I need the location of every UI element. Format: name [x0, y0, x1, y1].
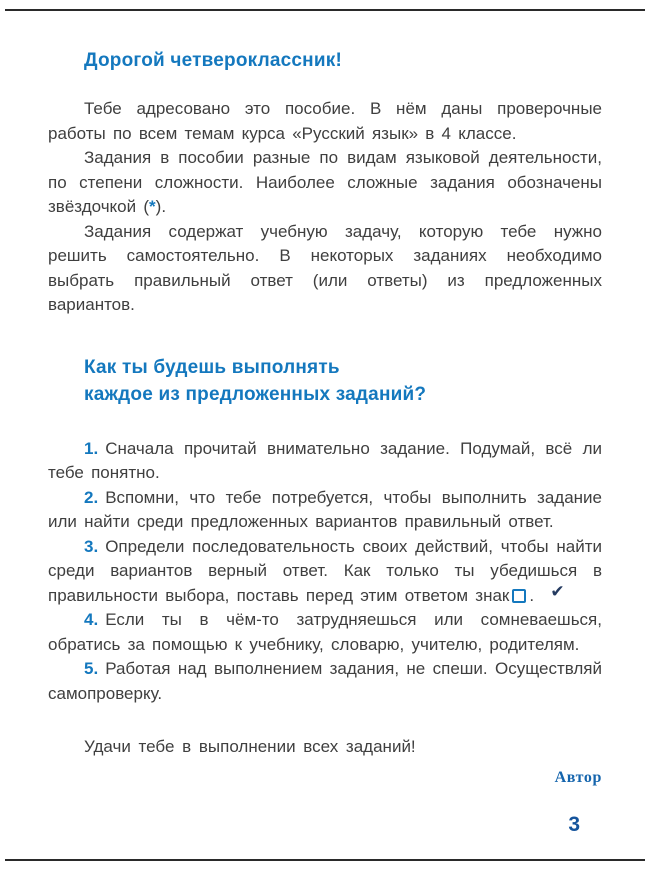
intro-paragraph-3: Задания содержат учебную задачу, которую тебе нужно решить самостоятельно. В некоторых заданиях необходимо выбрать правильный ответ (или ответы) из предложенных вариантов.: [48, 221, 602, 314]
list-item-number: 1.: [84, 438, 99, 458]
list-item-tail: .: [529, 585, 535, 605]
list-item-text: Сначала прочитай внимательно задание. Подумай, всё ли тебе понятно.: [48, 438, 602, 482]
list-item: [48, 535, 602, 609]
bottom-rule: [5, 859, 645, 861]
greeting-heading: Дорогой четвероклассник!: [84, 50, 342, 71]
checkbox-checked-icon: [512, 581, 565, 603]
list-item-number: 2.: [84, 487, 99, 507]
intro-paragraph-2-text: Задания в пособии разные по видам языковой деятельности, по степени сложности. Наиболее сложные задания обозначены звёздочкой (: [48, 148, 602, 216]
list-item-number: 5.: [84, 659, 99, 678]
intro-paragraph-2-tail: ).: [155, 197, 167, 216]
checkmark-glyph: ✔: [550, 581, 565, 602]
list-item-number: 4.: [84, 610, 99, 629]
list-item-text: Работая над выполнением задания, не спеши. Осуществляй самопроверку.: [48, 659, 602, 703]
top-rule: [5, 9, 645, 11]
instructions-heading: [84, 354, 602, 408]
instructions-heading-line2: каждое из предложенных заданий?: [84, 383, 427, 405]
list-item: [48, 437, 602, 486]
page-content: [48, 50, 602, 787]
page-number: 3: [568, 813, 580, 836]
instructions-heading-line1: Как ты будешь выполнять: [84, 356, 340, 378]
list-item: [48, 657, 602, 706]
list-item-number: 3.: [84, 536, 99, 556]
author-signature: Автор: [554, 768, 602, 786]
asterisk-mark: *: [149, 197, 156, 216]
closing-wish: Удачи тебе в выполнении всех заданий!: [84, 737, 416, 756]
list-item-text: Определи последовательность своих действий, чтобы найти среди вариантов верный ответ. Как только ты убедишься в правильности выбора, поставь перед этим ответом знак: [48, 536, 602, 605]
instructions-list: [48, 437, 602, 707]
list-item-text: Если ты в чём-то затрудняешься или сомневаешься, обратись за помощью к учебнику, словарю, учителю, родителям.: [48, 610, 602, 654]
list-item: [48, 486, 602, 535]
list-item-text: Вспомни, что тебе потребуется, чтобы выполнить задание или найти среди предложенных вариантов правильный ответ.: [48, 487, 602, 531]
list-item: [48, 608, 602, 657]
intro-paragraph-1: Тебе адресовано это пособие. В нём даны проверочные работы по всем темам курса «Русский язык» в 4 классе.: [48, 99, 602, 143]
intro-paragraph-2: [48, 146, 602, 220]
